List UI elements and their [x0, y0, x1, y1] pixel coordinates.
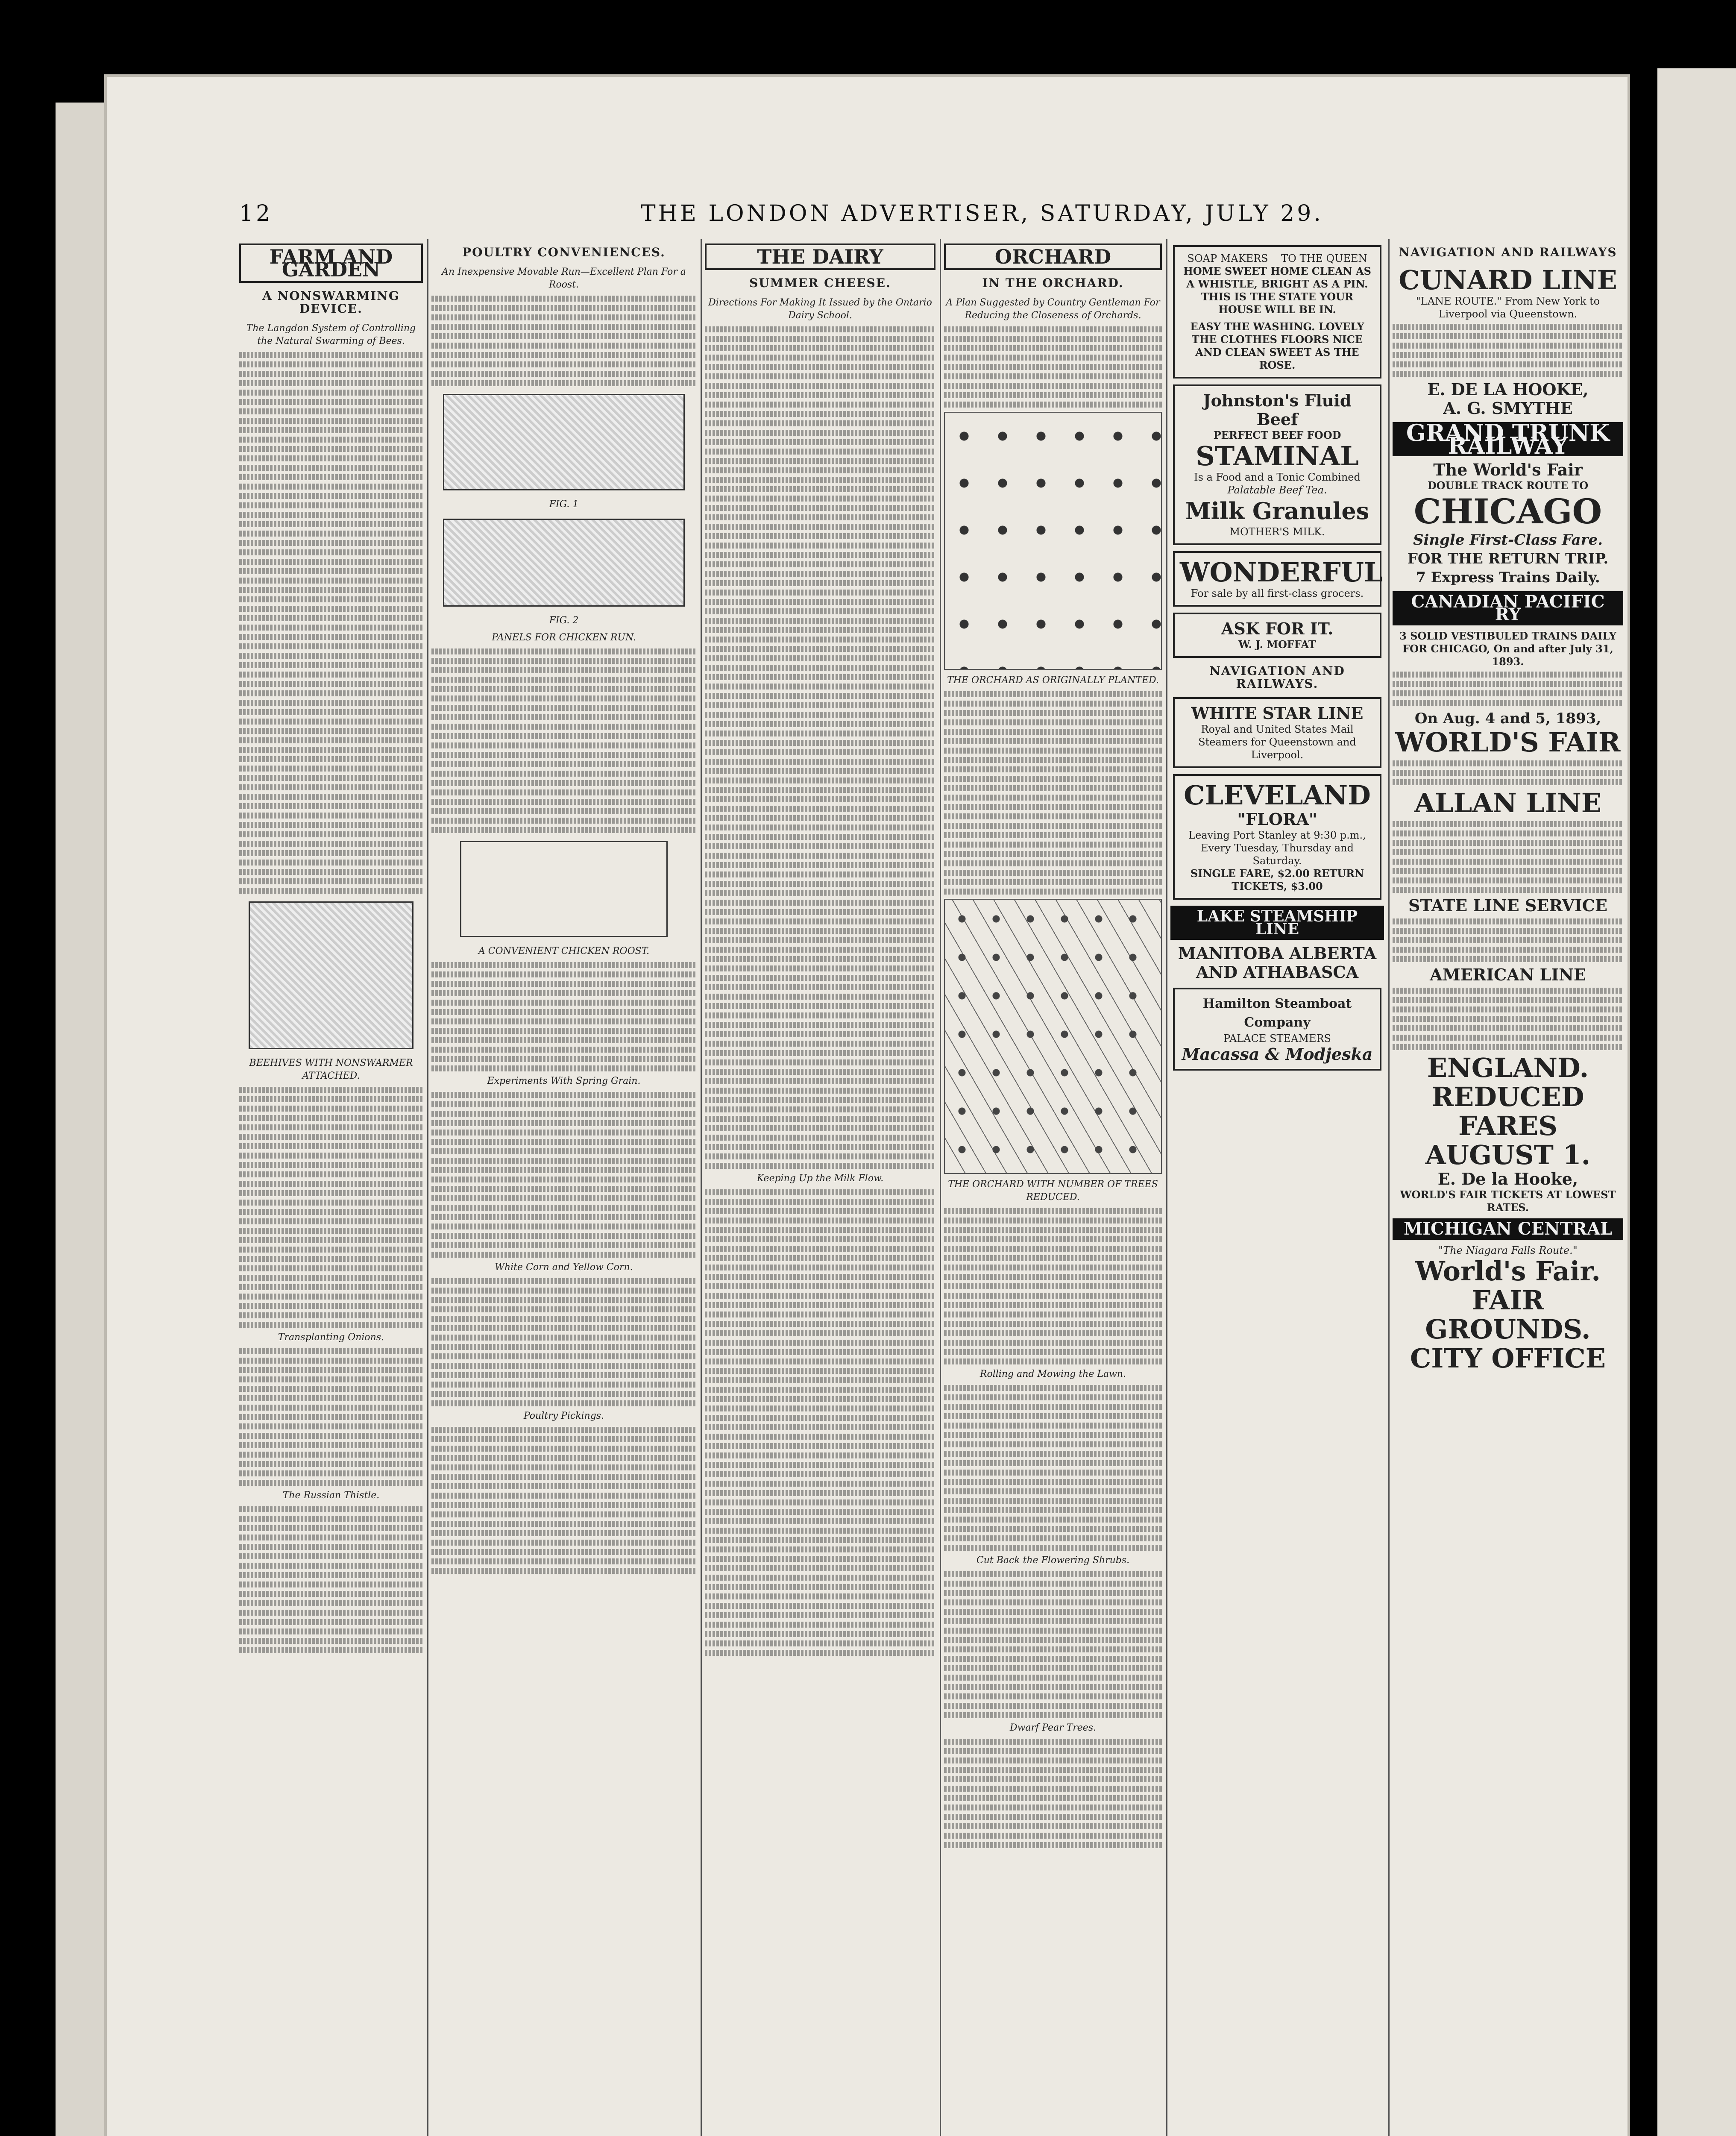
- august-title: AUGUST 1.: [1425, 1139, 1591, 1171]
- article-body: [944, 1385, 1162, 1551]
- single-fare-line: Single First-Class Fare.: [1413, 531, 1603, 549]
- reduced-fares-title: REDUCED FARES: [1431, 1081, 1584, 1141]
- column-farm-garden: [239, 239, 423, 2136]
- grand-trunk-title: GRAND TRUNK RAILWAY: [1393, 422, 1623, 456]
- niagara-line: "The Niagara Falls Route.": [1438, 1244, 1578, 1256]
- navigation-heading: NAVIGATION AND RAILWAYS.: [1209, 664, 1345, 691]
- article-body: [431, 1427, 696, 1574]
- headline: SUMMER CHEESE.: [749, 276, 891, 290]
- figure-caption: THE ORCHARD WITH NUMBER OF TREES REDUCED.: [948, 1179, 1158, 1203]
- column-advertisements-2: [1393, 239, 1623, 2136]
- column-rule: [940, 239, 941, 2136]
- chicago-title: CHICAGO: [1413, 491, 1602, 531]
- tickets-line: WORLD'S FAIR TICKETS AT LOWEST RATES.: [1400, 1188, 1616, 1214]
- solid-trains-line: 3 SOLID VESTIBULED TRAINS DAILY FOR CHICAGO, On and after July 31, 1893.: [1399, 630, 1616, 668]
- wonderful-title: WONDERFUL: [1180, 557, 1383, 588]
- section-heading: White Corn and Yellow Corn.: [495, 1262, 633, 1273]
- soap-slogan-2: EASY THE WASHING. LOVELY THE CLOTHES FLOORS NICE AND CLEAN SWEET AS THE ROSE.: [1190, 320, 1364, 371]
- worlds-fair-line: The World's Fair: [1433, 460, 1583, 479]
- article-body: [431, 296, 696, 386]
- fluid-beef-advertisement: [1173, 384, 1381, 545]
- state-line-title: STATE LINE SERVICE: [1408, 896, 1608, 915]
- section-heading: Experiments With Spring Grain.: [487, 1076, 641, 1086]
- article-body: [431, 962, 696, 1071]
- soap-makers-label: SOAP MAKERS TO THE QUEEN: [1187, 252, 1367, 264]
- article-body: [239, 1087, 423, 1328]
- section-heading: Poultry Pickings.: [523, 1411, 604, 1421]
- article-body: [431, 648, 696, 833]
- figure-caption: A CONVENIENT CHICKEN ROOST.: [478, 946, 650, 957]
- hamilton-title: Hamilton Steamboat Company: [1202, 996, 1352, 1030]
- column-rule: [1388, 239, 1390, 2136]
- beef-line: PERFECT BEEF FOOD: [1213, 429, 1341, 441]
- beehive-illustration: [249, 901, 413, 1049]
- staminal-sub: Is a Food and a Tonic Combined: [1194, 471, 1361, 483]
- city-office-title: CITY OFFICE: [1410, 1343, 1606, 1374]
- lake-steamship-title: LAKE STEAMSHIP LINE: [1170, 906, 1384, 940]
- column-poultry: [431, 239, 696, 2136]
- palatable-line: Palatable Beef Tea.: [1227, 484, 1327, 496]
- article-body: [431, 1092, 696, 1258]
- panel-illustration-2: [443, 519, 685, 607]
- orchard-diagram-reduced: [944, 899, 1162, 1174]
- fair-grounds-title: FAIR GROUNDS.: [1425, 1285, 1591, 1345]
- ask-title: ASK FOR IT.: [1221, 619, 1334, 638]
- section-heading: Rolling and Mowing the Lawn.: [979, 1369, 1126, 1379]
- cleveland-title: CLEVELAND: [1184, 780, 1371, 811]
- column-rule: [1166, 239, 1167, 2136]
- roost-illustration: [460, 841, 668, 937]
- section-heading: Cut Back the Flowering Shrubs.: [976, 1555, 1130, 1566]
- page-header: [128, 201, 1324, 226]
- soap-advertisement: [1173, 245, 1381, 378]
- figure-caption: PANELS FOR CHICKEN RUN.: [492, 632, 636, 643]
- flora-fares: SINGLE FARE, $2.00 RETURN TICKETS, $3.00: [1190, 867, 1364, 892]
- hamilton-advertisement: [1173, 988, 1381, 1071]
- white-star-advertisement: [1173, 697, 1381, 768]
- column-advertisements-1: [1170, 239, 1384, 2136]
- page-number: 12: [239, 201, 273, 226]
- article-body: [239, 1348, 423, 1486]
- allan-line-title: ALLAN LINE: [1414, 787, 1602, 819]
- section-banner: THE DAIRY: [705, 244, 935, 270]
- panel-illustration-1: [443, 394, 685, 490]
- article-body: [239, 1506, 423, 1653]
- england-title: ENGLAND.: [1427, 1052, 1589, 1083]
- white-star-title: WHITE STAR LINE: [1191, 704, 1364, 723]
- article-body: [705, 1189, 935, 1656]
- left-adjacent-page-strip: [56, 103, 115, 2136]
- beef-title: Johnston's Fluid Beef: [1203, 391, 1352, 429]
- subhead: An Inexpensive Movable Run—Excellent Plan For a Roost.: [442, 267, 686, 290]
- article-body: [705, 326, 935, 1169]
- return-trip-line: FOR THE RETURN TRIP.: [1407, 550, 1609, 567]
- orchard-diagram-original: [944, 412, 1162, 670]
- section-heading: Transplanting Onions.: [278, 1332, 384, 1343]
- staminal-title: STAMINAL: [1196, 440, 1359, 472]
- figure-label: FIG. 2: [549, 615, 579, 626]
- article-body: [944, 1571, 1162, 1718]
- american-line-title: AMERICAN LINE: [1430, 965, 1586, 984]
- section-heading: Keeping Up the Milk Flow.: [757, 1173, 884, 1184]
- figure-label: FIG. 1: [549, 499, 579, 510]
- hooke-name: E. DE LA HOOKE,: [1427, 380, 1589, 399]
- aug-line: On Aug. 4 and 5, 1893,: [1414, 710, 1601, 727]
- white-star-sub: Royal and United States Mail Steamers for Queenstown and Liverpool.: [1198, 723, 1356, 761]
- newspaper-title: THE LONDON ADVERTISER, SATURDAY, JULY 29.: [641, 201, 1323, 226]
- double-track-line: DOUBLE TRACK ROUTE TO: [1427, 479, 1589, 492]
- milk-title: Milk Granules: [1185, 497, 1369, 525]
- flora-title: "FLORA": [1237, 810, 1317, 829]
- headline: IN THE ORCHARD.: [982, 276, 1124, 290]
- smythe-name: A. G. SMYTHE: [1443, 399, 1573, 418]
- headline: A NONSWARMING DEVICE.: [262, 289, 400, 316]
- michigan-central-title: MICHIGAN CENTRAL: [1393, 1218, 1623, 1240]
- soap-slogan: HOME SWEET HOME CLEAN AS A WHISTLE, BRIGHT AS A PIN. THIS IS THE STATE YOUR HOUSE WILL BE IN.: [1183, 265, 1371, 316]
- section-banner: ORCHARD: [944, 244, 1162, 270]
- column-dairy: [705, 239, 935, 2136]
- section-heading: The Russian Thistle.: [282, 1490, 380, 1501]
- macassa-title: Macassa & Modjeska: [1182, 1045, 1373, 1064]
- article-body: [944, 691, 1162, 895]
- right-adjacent-page-strip: [1657, 68, 1736, 2136]
- column-rule: [427, 239, 428, 2136]
- subhead: A Plan Suggested by Country Gentleman For Reducing the Closeness of Orchards.: [946, 297, 1160, 321]
- moffat-name: W. J. MOFFAT: [1238, 638, 1316, 651]
- figure-caption: THE ORCHARD AS ORIGINALLY PLANTED.: [947, 675, 1159, 686]
- article-body: [431, 1278, 696, 1406]
- article-body: [944, 1208, 1162, 1364]
- milk-sub: MOTHER'S MILK.: [1229, 526, 1325, 538]
- column-rule: [701, 239, 702, 2136]
- wonderful-sub: For sale by all first-class grocers.: [1191, 587, 1364, 599]
- figure-caption: BEEHIVES WITH NONSWARMER ATTACHED.: [249, 1058, 413, 1081]
- navigation-heading: NAVIGATION AND RAILWAYS: [1399, 245, 1617, 259]
- express-line: 7 Express Trains Daily.: [1416, 569, 1600, 586]
- canadian-pacific-title: CANADIAN PACIFIC RY: [1393, 591, 1623, 625]
- flora-sub: Leaving Port Stanley at 9:30 p.m., Every Tuesday, Thursday and Saturday.: [1188, 829, 1366, 867]
- subhead: Directions For Making It Issued by the Ontario Dairy School.: [708, 297, 932, 321]
- column-orchard: [944, 239, 1162, 2136]
- section-heading: Dwarf Pear Trees.: [1009, 1722, 1097, 1733]
- hooke-name-2: E. De la Hooke,: [1437, 1169, 1578, 1188]
- ask-for-it-advertisement: [1173, 613, 1381, 658]
- cunard-title: CUNARD LINE: [1399, 264, 1617, 296]
- manitoba-line: MANITOBA ALBERTA AND ATHABASCA: [1178, 944, 1377, 982]
- cunard-sub: "LANE ROUTE." From New York to Liverpool via Queenstown.: [1416, 295, 1600, 320]
- cleveland-advertisement: [1173, 774, 1381, 900]
- subhead: The Langdon System of Controlling the Natural Swarming of Bees.: [246, 323, 416, 346]
- palace-label: PALACE STEAMERS: [1223, 1033, 1331, 1045]
- article-body: [944, 326, 1162, 408]
- worlds-fair-title-2: World's Fair.: [1415, 1256, 1601, 1287]
- section-banner: FARM AND GARDEN: [239, 244, 423, 283]
- worlds-fair-title: WORLD'S FAIR: [1395, 727, 1621, 758]
- article-body: [944, 1739, 1162, 1848]
- headline: POULTRY CONVENIENCES.: [462, 245, 666, 259]
- article-body: [239, 352, 423, 894]
- wonderful-advertisement: [1173, 551, 1381, 607]
